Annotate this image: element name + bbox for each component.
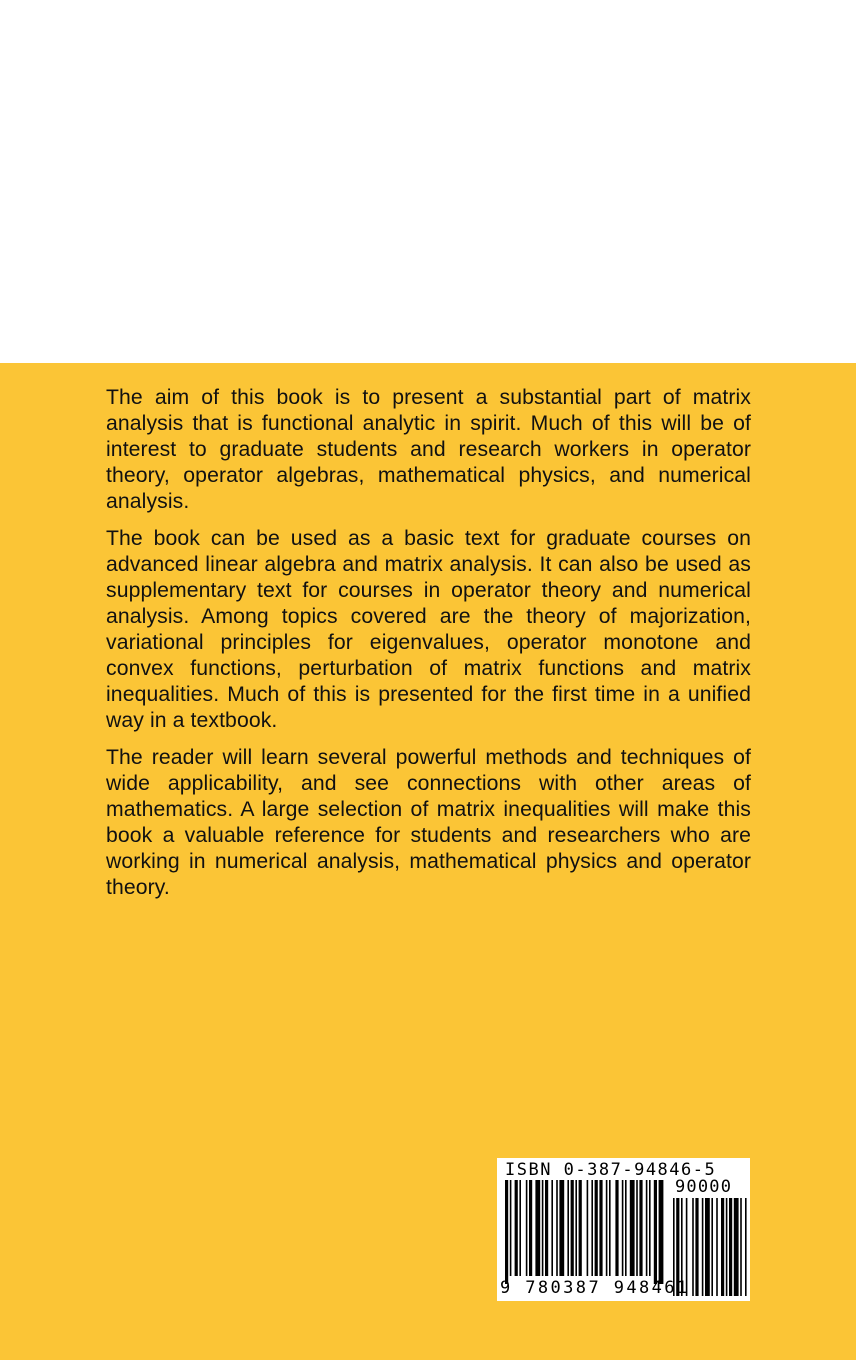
barcode-bar <box>591 1180 593 1276</box>
barcode-bar <box>606 1180 608 1276</box>
barcode-bar <box>595 1180 598 1276</box>
barcode-bar <box>659 1180 664 1284</box>
barcode-bar <box>551 1180 553 1276</box>
barcode-bar <box>567 1180 569 1276</box>
barcode-bar <box>510 1180 512 1276</box>
barcode-bar <box>609 1180 611 1276</box>
ean-digits: 9 780387 948461 <box>500 1278 690 1298</box>
barcode-bar <box>729 1198 732 1296</box>
barcode-bar <box>630 1180 635 1276</box>
barcode-bar <box>636 1180 638 1276</box>
barcode-bar <box>559 1180 564 1276</box>
barcode-bar <box>639 1180 642 1276</box>
barcode-bar <box>646 1180 648 1276</box>
description-paragraph-2: The book can be used as a basic text for graduate courses on advanced linear algebra and matrix analysis. It can also be used as supplementary text for courses in operator theory and numerical analysis. Among topics covered are the theory of majorization, variational principles for eigenvalues, operator monotone and convex functions, perturbation of matrix functions and matrix inequalities. Much of this is presented for the first time in a unified way in a textbook. <box>106 527 751 732</box>
barcode-bar <box>526 1180 528 1276</box>
barcode-bar <box>625 1180 627 1276</box>
description-paragraph-1: The aim of this book is to present a substantial part of matrix analysis that is functional analytic in spirit. Much of this will be of interest to graduate students and research workers in operator theory, operator algebras, mathematical physics, and numerical analysis. <box>106 386 751 513</box>
description-paragraph-3: The reader will learn several powerful methods and techniques of wide applicability, and see connections with other areas of mathematics. A large selection of matrix inequalities will make this book a valuable reference for students and researchers who are working in numerical analysis, mathematical physics and operator theory. <box>106 746 751 899</box>
barcode-bar <box>571 1180 574 1276</box>
barcode-bar <box>692 1198 694 1296</box>
barcode-bar <box>515 1180 518 1276</box>
barcode-bar <box>705 1198 710 1296</box>
barcode-bar <box>529 1180 532 1276</box>
book-description <box>106 385 751 912</box>
barcode-bar <box>545 1180 548 1276</box>
barcode-bar <box>716 1198 718 1296</box>
isbn-barcode <box>497 1158 750 1301</box>
isbn-label: ISBN 0-387-94846-5 <box>505 1160 717 1180</box>
barcode-bar <box>740 1198 742 1296</box>
barcode-bar <box>695 1198 698 1296</box>
barcode-bar <box>599 1180 602 1276</box>
barcode-bar <box>726 1198 728 1296</box>
barcode-bar <box>579 1180 582 1276</box>
cover-top-area <box>0 0 856 363</box>
barcode-bar <box>519 1180 521 1276</box>
barcode-bar <box>542 1180 544 1276</box>
barcode-bar <box>622 1180 624 1276</box>
barcode-bar <box>556 1180 558 1276</box>
barcode-bar <box>587 1180 589 1276</box>
barcode-bar <box>505 1180 508 1284</box>
barcode-bar <box>654 1180 657 1284</box>
barcode-bar <box>721 1198 724 1296</box>
barcode-bar <box>711 1198 713 1296</box>
barcode-bar <box>702 1198 704 1296</box>
barcode-bar <box>575 1180 577 1276</box>
barcode-bar <box>535 1180 540 1276</box>
price-addon-digits: 90000 <box>675 1177 733 1197</box>
barcode-bar <box>649 1180 651 1276</box>
barcode-bar <box>615 1180 618 1276</box>
barcode-bar <box>734 1198 739 1296</box>
barcode-bar <box>745 1198 747 1296</box>
